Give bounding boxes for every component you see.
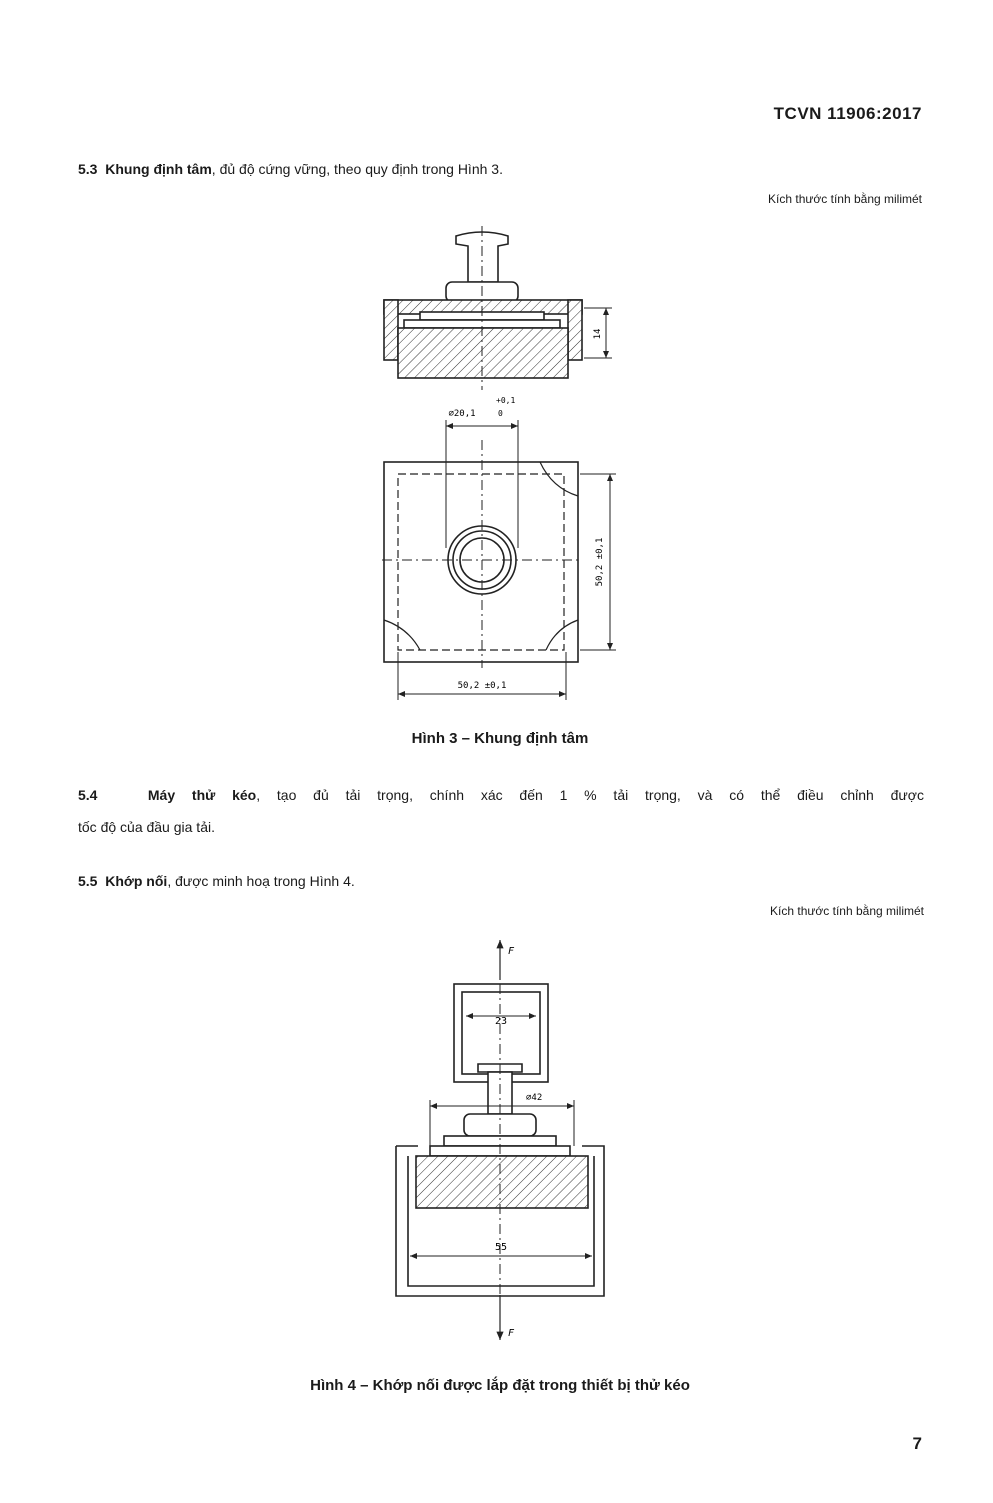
- section-5-4: [78, 784, 924, 838]
- figure3-dim-vertical: 50,2 ±0,1: [595, 537, 605, 587]
- section-term: Khung định tâm: [105, 161, 212, 177]
- section-term: Máy thử kéo: [147, 787, 257, 803]
- section-text-line1: , tạo đủ tải trọng, chính xác đến 1 % tải trọng, và có thể điều chỉnh được: [256, 787, 924, 803]
- figure3-dim-bore-tol-lower: 0: [498, 409, 503, 418]
- figure3-units-note: Kích thước tính bằng milimét: [768, 192, 922, 206]
- figure4-dim-inner-top: 23: [494, 1016, 508, 1027]
- figure4-dim-width: 55: [494, 1242, 508, 1253]
- figure4-dim-diameter: ⌀42: [526, 1093, 543, 1103]
- section-5-3: [78, 158, 503, 180]
- section-number: 5.3: [78, 161, 98, 177]
- figure4-caption: Hình 4 – Khớp nối được lắp đặt trong thiết bị thử kéo: [310, 1377, 690, 1394]
- figure3-drawing: [370, 225, 630, 705]
- section-text-line2: tốc độ của đầu gia tải.: [78, 819, 215, 835]
- figure4-force-bottom: F: [508, 1328, 515, 1339]
- section-number: 5.4: [78, 787, 98, 803]
- section-5-5: [78, 870, 355, 892]
- figure3-dim-horizontal: 50,2 ±0,1: [457, 681, 507, 691]
- figure4-force-top: F: [508, 946, 515, 957]
- section-number: 5.5: [78, 873, 98, 889]
- section-text: , được minh hoạ trong Hình 4.: [167, 873, 355, 889]
- figure3-dim-bore: ⌀20,1: [448, 409, 476, 419]
- figure3-dim-height: 14: [593, 328, 603, 340]
- figure3-side-view: [384, 226, 612, 390]
- figure3-caption: Hình 3 – Khung định tâm: [411, 730, 589, 747]
- page-number: 7: [912, 1434, 922, 1453]
- figure4-units-note: Kích thước tính bằng milimét: [770, 904, 924, 918]
- figure4-drawing: [380, 935, 620, 1350]
- figure3-dim-bore-tol-upper: +0,1: [496, 396, 516, 405]
- standard-code: TCVN 11906:2017: [773, 104, 922, 123]
- section-term: Khớp nối: [105, 873, 168, 889]
- section-text: , đủ độ cứng vững, theo quy định trong Hình 3.: [211, 161, 503, 177]
- figure3-top-view: [382, 440, 616, 700]
